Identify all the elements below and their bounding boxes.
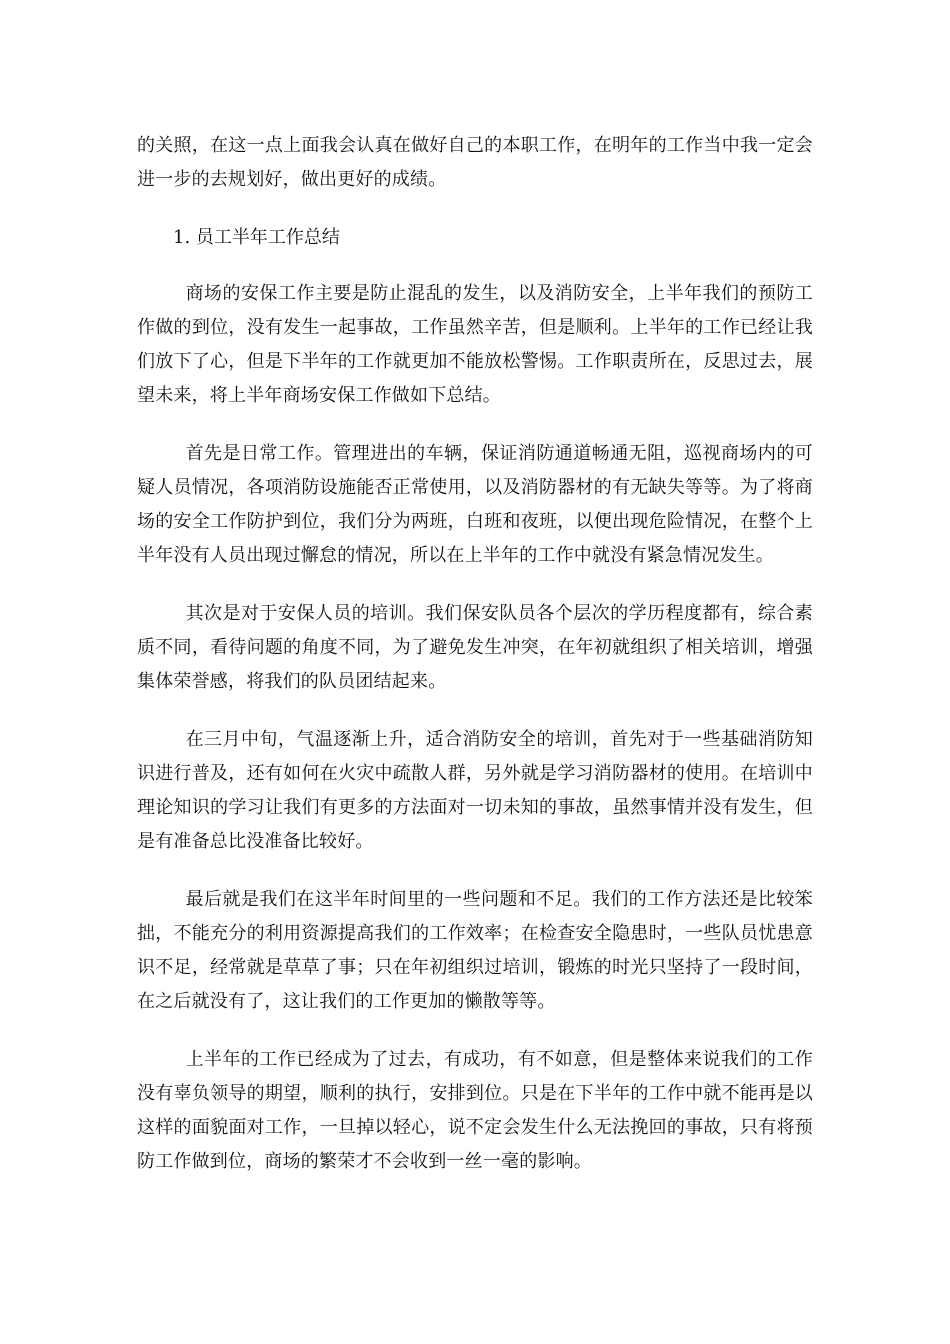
paragraph-fire-training: 在三月中旬，气温逐渐上升，适合消防安全的培训，首先对于一些基础消防知识进行普及，还有如何在火灾中疏散人群，另外就是学习消防器材的使用。在培训中理论知识的学习让我们有更多的方法面对一切未知的事故，虽然事情并没有发生，但是有准备总比没准备比较好。 [137,729,813,852]
section-heading: 1. 员工半年工作总结 [173,227,340,248]
paragraph-conclusion: 上半年的工作已经成为了过去，有成功，有不如意，但是整体来说我们的工作没有辜负领导的期望，顺利的执行，安排到位。只是在下半年的工作中就不能再是以这样的面貌面对工作，一旦掉以轻心，说不定会发生什么无法挽回的事故，只有将预防工作做到位，商场的繁荣才不会收到一丝一毫的影响。 [137,1049,813,1172]
paragraph-intro: 商场的安保工作主要是防止混乱的发生，以及消防安全，上半年我们的预防工作做的到位，没有发生一起事故，工作虽然辛苦，但是顺利。上半年的工作已经让我们放下了心，但是下半年的工作就更加不能放松警惕。工作职责所在，反思过去，展望未来，将上半年商场安保工作做如下总结。 [137,283,813,406]
paragraph-daily-work: 首先是日常工作。管理进出的车辆，保证消防通道畅通无阻，巡视商场内的可疑人员情况，各项消防设施能否正常使用，以及消防器材的有无缺失等等。为了将商场的安全工作防护到位，我们分为两班，白班和夜班，以便出现危险情况，在整个上半年没有人员出现过懈怠的情况，所以在上半年的工作中就没有紧急情况发生。 [137,443,813,566]
document-body [137,129,813,1203]
paragraph-staff-training: 其次是对于安保人员的培训。我们保安队员各个层次的学历程度都有，综合素质不同，看待问题的角度不同，为了避免发生冲突，在年初就组织了相关培训，增强集体荣誉感，将我们的队员团结起来。 [137,603,813,692]
paragraph-problems: 最后就是我们在这半年时间里的一些问题和不足。我们的工作方法还是比较笨拙，不能充分的利用资源提高我们的工作效率；在检查安全隐患时，一些队员忧患意识不足，经常就是草草了事；只在年初组织过培训，锻炼的时光只坚持了一段时间，在之后就没有了，这让我们的工作更加的懒散等等。 [137,889,813,1012]
paragraph-continuation: 的关照，在这一点上面我会认真在做好自己的本职工作，在明年的工作当中我一定会进一步的去规划好，做出更好的成绩。 [137,135,813,190]
